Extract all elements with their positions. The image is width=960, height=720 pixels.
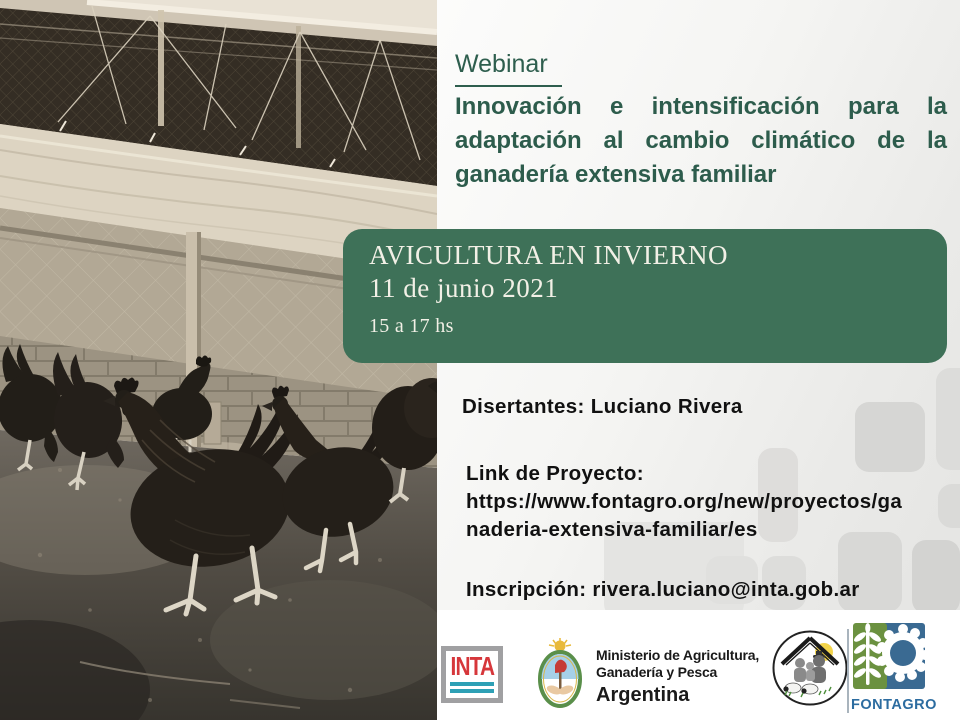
project-link-url[interactable]: https://www.fontagro.org/new/proyectos/ga: [466, 490, 903, 513]
fontagro-logo: [851, 621, 937, 713]
title-line: Innovación e intensificación para la: [455, 93, 947, 120]
ministry-logo-text: [596, 647, 759, 708]
inta-logo: [441, 646, 503, 703]
project-circle-logo: [771, 629, 849, 707]
fontagro-mark: [851, 621, 927, 691]
project-link-url[interactable]: naderia-extensiva-familiar/es: [466, 518, 758, 541]
project-link-block: [466, 460, 902, 544]
webinar-title: [455, 90, 947, 192]
webinar-label: Webinar: [455, 50, 562, 87]
decor-block: [938, 484, 960, 528]
inta-stripe: [450, 689, 494, 693]
speakers-line: Disertantes: Luciano Rivera: [462, 395, 743, 418]
event-time: 15 a 17 hs: [369, 315, 454, 337]
decor-block: [912, 540, 960, 614]
ministry-line3: Argentina: [596, 684, 690, 706]
inscription-line[interactable]: Inscripción: rivera.luciano@inta.gob.ar: [466, 578, 860, 601]
ministry-line2: Ganadería y Pesca: [596, 664, 718, 680]
argentina-coat-of-arms: [536, 637, 584, 709]
ministry-line1: Ministerio de Agricultura,: [596, 647, 760, 663]
logo-divider: [847, 629, 849, 713]
decor-block: [936, 368, 960, 470]
inta-stripe: [450, 682, 494, 686]
project-link-label: Link de Proyecto:: [466, 462, 644, 485]
event-date: 11 de junio 2021: [369, 273, 559, 303]
fontagro-logo-text: FONTAGRO: [851, 697, 937, 713]
event-title: AVICULTURA EN INVIERNO: [369, 240, 729, 270]
title-line: adaptación al cambio climático de la: [455, 127, 947, 154]
event-banner: [343, 229, 947, 363]
inta-logo-text: INTA: [450, 651, 494, 681]
title-line: ganadería extensiva familiar: [455, 161, 777, 188]
